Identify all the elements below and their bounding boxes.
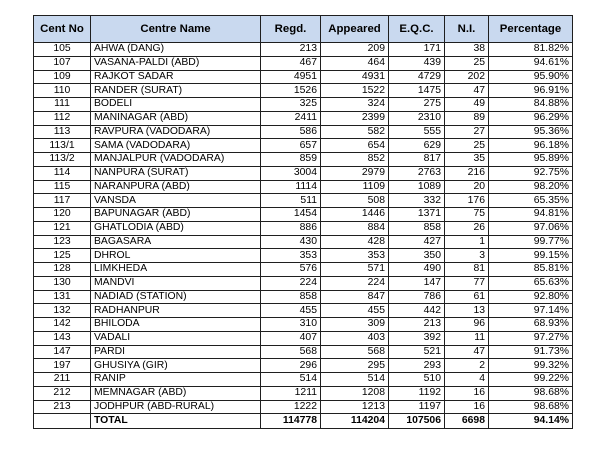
table-row bbox=[34, 290, 573, 304]
cell-eqc: 490 bbox=[389, 263, 445, 277]
cell-eqc: 521 bbox=[389, 345, 445, 359]
cell-percentage: 96.29% bbox=[489, 111, 573, 125]
cell-centre-name: BHILODA bbox=[91, 318, 261, 332]
cell-percentage: 81.82% bbox=[489, 43, 573, 57]
cell-centre-name: BAPUNAGAR (ABD) bbox=[91, 208, 261, 222]
cell-regd: 467 bbox=[261, 56, 321, 70]
cell-regd: 1114 bbox=[261, 180, 321, 194]
cell-appeared: 2979 bbox=[321, 166, 389, 180]
cell-appeared: 847 bbox=[321, 290, 389, 304]
cell-percentage: 96.18% bbox=[489, 139, 573, 153]
col-header-ni: N.I. bbox=[445, 16, 489, 43]
cell-centre-name: JODHPUR (ABD-RURAL) bbox=[91, 400, 261, 414]
cell-percentage: 97.14% bbox=[489, 304, 573, 318]
table-row bbox=[34, 125, 573, 139]
cell-cent-no: 121 bbox=[34, 221, 91, 235]
table-row bbox=[34, 276, 573, 290]
cell-ni: 38 bbox=[445, 43, 489, 57]
cell-centre-name: RAJKOT SADAR bbox=[91, 70, 261, 84]
cell-ni: 1 bbox=[445, 235, 489, 249]
cell-centre-name: GHATLODIA (ABD) bbox=[91, 221, 261, 235]
cell-regd: 325 bbox=[261, 98, 321, 112]
cell-eqc: 439 bbox=[389, 56, 445, 70]
cell-regd: 430 bbox=[261, 235, 321, 249]
cell-appeared: 571 bbox=[321, 263, 389, 277]
table-row bbox=[34, 345, 573, 359]
cell-centre-name: NARANPURA (ABD) bbox=[91, 180, 261, 194]
table-row bbox=[34, 263, 573, 277]
cell-centre-name: RADHANPUR bbox=[91, 304, 261, 318]
cell-eqc: 332 bbox=[389, 194, 445, 208]
cell-percentage: 99.22% bbox=[489, 373, 573, 387]
cell-centre-name: MANINAGAR (ABD) bbox=[91, 111, 261, 125]
cell-appeared: 464 bbox=[321, 56, 389, 70]
cell-percentage: 85.81% bbox=[489, 263, 573, 277]
table-row bbox=[34, 331, 573, 345]
total-appeared: 114204 bbox=[321, 414, 389, 429]
col-header-cent-no: Cent No bbox=[34, 16, 91, 43]
cell-cent-no: 212 bbox=[34, 386, 91, 400]
cell-appeared: 1109 bbox=[321, 180, 389, 194]
cell-appeared: 1446 bbox=[321, 208, 389, 222]
total-eqc: 107506 bbox=[389, 414, 445, 429]
cell-appeared: 224 bbox=[321, 276, 389, 290]
table-row bbox=[34, 386, 573, 400]
cell-regd: 1454 bbox=[261, 208, 321, 222]
cell-regd: 224 bbox=[261, 276, 321, 290]
table-row bbox=[34, 43, 573, 57]
table-row bbox=[34, 194, 573, 208]
cell-centre-name: LIMKHEDA bbox=[91, 263, 261, 277]
cell-cent-no: 213 bbox=[34, 400, 91, 414]
cell-cent-no: 115 bbox=[34, 180, 91, 194]
col-header-centre-name: Centre Name bbox=[91, 16, 261, 43]
results-table-container bbox=[33, 15, 573, 429]
cell-appeared: 403 bbox=[321, 331, 389, 345]
cell-percentage: 98.20% bbox=[489, 180, 573, 194]
col-header-appeared: Appeared bbox=[321, 16, 389, 43]
total-cent-no bbox=[34, 414, 91, 429]
cell-cent-no: 125 bbox=[34, 249, 91, 263]
cell-percentage: 94.81% bbox=[489, 208, 573, 222]
cell-centre-name: MEMNAGAR (ABD) bbox=[91, 386, 261, 400]
cell-appeared: 1522 bbox=[321, 84, 389, 98]
cell-centre-name: BAGASARA bbox=[91, 235, 261, 249]
cell-cent-no: 128 bbox=[34, 263, 91, 277]
cell-percentage: 95.90% bbox=[489, 70, 573, 84]
cell-regd: 296 bbox=[261, 359, 321, 373]
cell-ni: 20 bbox=[445, 180, 489, 194]
cell-eqc: 350 bbox=[389, 249, 445, 263]
cell-regd: 1211 bbox=[261, 386, 321, 400]
cell-centre-name: GHUSIYA (GIR) bbox=[91, 359, 261, 373]
total-regd: 114778 bbox=[261, 414, 321, 429]
cell-appeared: 1208 bbox=[321, 386, 389, 400]
cell-regd: 310 bbox=[261, 318, 321, 332]
cell-ni: 4 bbox=[445, 373, 489, 387]
cell-centre-name: VASANA-PALDI (ABD) bbox=[91, 56, 261, 70]
cell-appeared: 508 bbox=[321, 194, 389, 208]
cell-centre-name: RANIP bbox=[91, 373, 261, 387]
cell-eqc: 293 bbox=[389, 359, 445, 373]
total-row bbox=[34, 414, 573, 429]
cell-cent-no: 211 bbox=[34, 373, 91, 387]
cell-ni: 47 bbox=[445, 84, 489, 98]
table-row bbox=[34, 153, 573, 167]
cell-percentage: 84.88% bbox=[489, 98, 573, 112]
cell-centre-name: NADIAD (STATION) bbox=[91, 290, 261, 304]
cell-cent-no: 111 bbox=[34, 98, 91, 112]
cell-eqc: 427 bbox=[389, 235, 445, 249]
cell-cent-no: 105 bbox=[34, 43, 91, 57]
cell-eqc: 2310 bbox=[389, 111, 445, 125]
cell-regd: 1222 bbox=[261, 400, 321, 414]
total-ni: 6698 bbox=[445, 414, 489, 429]
cell-cent-no: 107 bbox=[34, 56, 91, 70]
cell-ni: 202 bbox=[445, 70, 489, 84]
total-percentage: 94.14% bbox=[489, 414, 573, 429]
cell-centre-name: BODELI bbox=[91, 98, 261, 112]
cell-centre-name: VADALI bbox=[91, 331, 261, 345]
cell-ni: 81 bbox=[445, 263, 489, 277]
cell-percentage: 99.15% bbox=[489, 249, 573, 263]
cell-appeared: 884 bbox=[321, 221, 389, 235]
cell-ni: 96 bbox=[445, 318, 489, 332]
cell-cent-no: 113/2 bbox=[34, 153, 91, 167]
table-row bbox=[34, 70, 573, 84]
cell-centre-name: SAMA (VADODARA) bbox=[91, 139, 261, 153]
cell-eqc: 213 bbox=[389, 318, 445, 332]
cell-cent-no: 117 bbox=[34, 194, 91, 208]
cell-percentage: 96.91% bbox=[489, 84, 573, 98]
cell-percentage: 98.68% bbox=[489, 386, 573, 400]
cell-regd: 455 bbox=[261, 304, 321, 318]
cell-centre-name: RANDER (SURAT) bbox=[91, 84, 261, 98]
table-row bbox=[34, 208, 573, 222]
cell-centre-name: NANPURA (SURAT) bbox=[91, 166, 261, 180]
cell-ni: 3 bbox=[445, 249, 489, 263]
table-row bbox=[34, 111, 573, 125]
cell-eqc: 442 bbox=[389, 304, 445, 318]
cell-regd: 576 bbox=[261, 263, 321, 277]
cell-regd: 3004 bbox=[261, 166, 321, 180]
cell-regd: 511 bbox=[261, 194, 321, 208]
col-header-eqc: E.Q.C. bbox=[389, 16, 445, 43]
cell-appeared: 455 bbox=[321, 304, 389, 318]
cell-cent-no: 131 bbox=[34, 290, 91, 304]
cell-regd: 2411 bbox=[261, 111, 321, 125]
cell-ni: 2 bbox=[445, 359, 489, 373]
cell-centre-name: MANDVI bbox=[91, 276, 261, 290]
cell-percentage: 65.63% bbox=[489, 276, 573, 290]
cell-percentage: 68.93% bbox=[489, 318, 573, 332]
cell-cent-no: 143 bbox=[34, 331, 91, 345]
cell-appeared: 353 bbox=[321, 249, 389, 263]
table-row bbox=[34, 139, 573, 153]
table-row bbox=[34, 235, 573, 249]
cell-cent-no: 142 bbox=[34, 318, 91, 332]
cell-appeared: 428 bbox=[321, 235, 389, 249]
cell-regd: 1526 bbox=[261, 84, 321, 98]
cell-regd: 407 bbox=[261, 331, 321, 345]
table-row bbox=[34, 400, 573, 414]
cell-regd: 886 bbox=[261, 221, 321, 235]
cell-appeared: 2399 bbox=[321, 111, 389, 125]
cell-cent-no: 123 bbox=[34, 235, 91, 249]
cell-eqc: 4729 bbox=[389, 70, 445, 84]
cell-regd: 568 bbox=[261, 345, 321, 359]
cell-percentage: 99.77% bbox=[489, 235, 573, 249]
cell-cent-no: 109 bbox=[34, 70, 91, 84]
cell-percentage: 97.06% bbox=[489, 221, 573, 235]
cell-ni: 26 bbox=[445, 221, 489, 235]
table-row bbox=[34, 84, 573, 98]
cell-eqc: 147 bbox=[389, 276, 445, 290]
cell-ni: 77 bbox=[445, 276, 489, 290]
total-label: TOTAL bbox=[91, 414, 261, 429]
cell-appeared: 568 bbox=[321, 345, 389, 359]
header-row bbox=[34, 16, 573, 43]
cell-centre-name: PARDI bbox=[91, 345, 261, 359]
cell-regd: 353 bbox=[261, 249, 321, 263]
cell-percentage: 65.35% bbox=[489, 194, 573, 208]
cell-percentage: 95.89% bbox=[489, 153, 573, 167]
cell-appeared: 582 bbox=[321, 125, 389, 139]
cell-ni: 16 bbox=[445, 386, 489, 400]
cell-ni: 25 bbox=[445, 56, 489, 70]
cell-eqc: 629 bbox=[389, 139, 445, 153]
table-body bbox=[34, 43, 573, 429]
table-row bbox=[34, 249, 573, 263]
cell-cent-no: 197 bbox=[34, 359, 91, 373]
cell-appeared: 514 bbox=[321, 373, 389, 387]
cell-appeared: 1213 bbox=[321, 400, 389, 414]
cell-regd: 4951 bbox=[261, 70, 321, 84]
cell-centre-name: MANJALPUR (VADODARA) bbox=[91, 153, 261, 167]
cell-cent-no: 130 bbox=[34, 276, 91, 290]
cell-eqc: 2763 bbox=[389, 166, 445, 180]
cell-ni: 35 bbox=[445, 153, 489, 167]
cell-eqc: 1197 bbox=[389, 400, 445, 414]
cell-eqc: 817 bbox=[389, 153, 445, 167]
table-row bbox=[34, 180, 573, 194]
cell-centre-name: VANSDA bbox=[91, 194, 261, 208]
results-table bbox=[33, 15, 573, 429]
cell-appeared: 4931 bbox=[321, 70, 389, 84]
cell-appeared: 324 bbox=[321, 98, 389, 112]
cell-cent-no: 147 bbox=[34, 345, 91, 359]
cell-cent-no: 112 bbox=[34, 111, 91, 125]
table-row bbox=[34, 304, 573, 318]
cell-cent-no: 113 bbox=[34, 125, 91, 139]
cell-ni: 11 bbox=[445, 331, 489, 345]
cell-centre-name: RAVPURA (VADODARA) bbox=[91, 125, 261, 139]
cell-ni: 25 bbox=[445, 139, 489, 153]
cell-regd: 514 bbox=[261, 373, 321, 387]
cell-eqc: 555 bbox=[389, 125, 445, 139]
cell-appeared: 654 bbox=[321, 139, 389, 153]
cell-ni: 13 bbox=[445, 304, 489, 318]
cell-eqc: 1475 bbox=[389, 84, 445, 98]
cell-eqc: 275 bbox=[389, 98, 445, 112]
cell-ni: 49 bbox=[445, 98, 489, 112]
cell-ni: 216 bbox=[445, 166, 489, 180]
cell-regd: 586 bbox=[261, 125, 321, 139]
table-row bbox=[34, 166, 573, 180]
col-header-regd: Regd. bbox=[261, 16, 321, 43]
cell-percentage: 99.32% bbox=[489, 359, 573, 373]
cell-ni: 47 bbox=[445, 345, 489, 359]
cell-percentage: 97.27% bbox=[489, 331, 573, 345]
col-header-percentage: Percentage bbox=[489, 16, 573, 43]
table-row bbox=[34, 98, 573, 112]
cell-centre-name: DHROL bbox=[91, 249, 261, 263]
cell-percentage: 91.73% bbox=[489, 345, 573, 359]
cell-cent-no: 113/1 bbox=[34, 139, 91, 153]
cell-percentage: 92.80% bbox=[489, 290, 573, 304]
cell-ni: 16 bbox=[445, 400, 489, 414]
cell-appeared: 852 bbox=[321, 153, 389, 167]
cell-eqc: 1089 bbox=[389, 180, 445, 194]
cell-ni: 176 bbox=[445, 194, 489, 208]
cell-eqc: 392 bbox=[389, 331, 445, 345]
cell-appeared: 309 bbox=[321, 318, 389, 332]
table-row bbox=[34, 373, 573, 387]
cell-ni: 61 bbox=[445, 290, 489, 304]
cell-eqc: 1192 bbox=[389, 386, 445, 400]
cell-appeared: 295 bbox=[321, 359, 389, 373]
cell-cent-no: 132 bbox=[34, 304, 91, 318]
cell-cent-no: 110 bbox=[34, 84, 91, 98]
cell-regd: 657 bbox=[261, 139, 321, 153]
cell-cent-no: 114 bbox=[34, 166, 91, 180]
cell-regd: 858 bbox=[261, 290, 321, 304]
cell-percentage: 98.68% bbox=[489, 400, 573, 414]
cell-eqc: 171 bbox=[389, 43, 445, 57]
cell-percentage: 92.75% bbox=[489, 166, 573, 180]
cell-appeared: 209 bbox=[321, 43, 389, 57]
cell-eqc: 786 bbox=[389, 290, 445, 304]
table-row bbox=[34, 56, 573, 70]
table-row bbox=[34, 359, 573, 373]
cell-ni: 75 bbox=[445, 208, 489, 222]
cell-regd: 859 bbox=[261, 153, 321, 167]
cell-eqc: 858 bbox=[389, 221, 445, 235]
cell-regd: 213 bbox=[261, 43, 321, 57]
cell-eqc: 1371 bbox=[389, 208, 445, 222]
table-row bbox=[34, 221, 573, 235]
cell-percentage: 94.61% bbox=[489, 56, 573, 70]
cell-cent-no: 120 bbox=[34, 208, 91, 222]
cell-ni: 89 bbox=[445, 111, 489, 125]
cell-percentage: 95.36% bbox=[489, 125, 573, 139]
cell-centre-name: AHWA (DANG) bbox=[91, 43, 261, 57]
cell-ni: 27 bbox=[445, 125, 489, 139]
table-row bbox=[34, 318, 573, 332]
cell-eqc: 510 bbox=[389, 373, 445, 387]
